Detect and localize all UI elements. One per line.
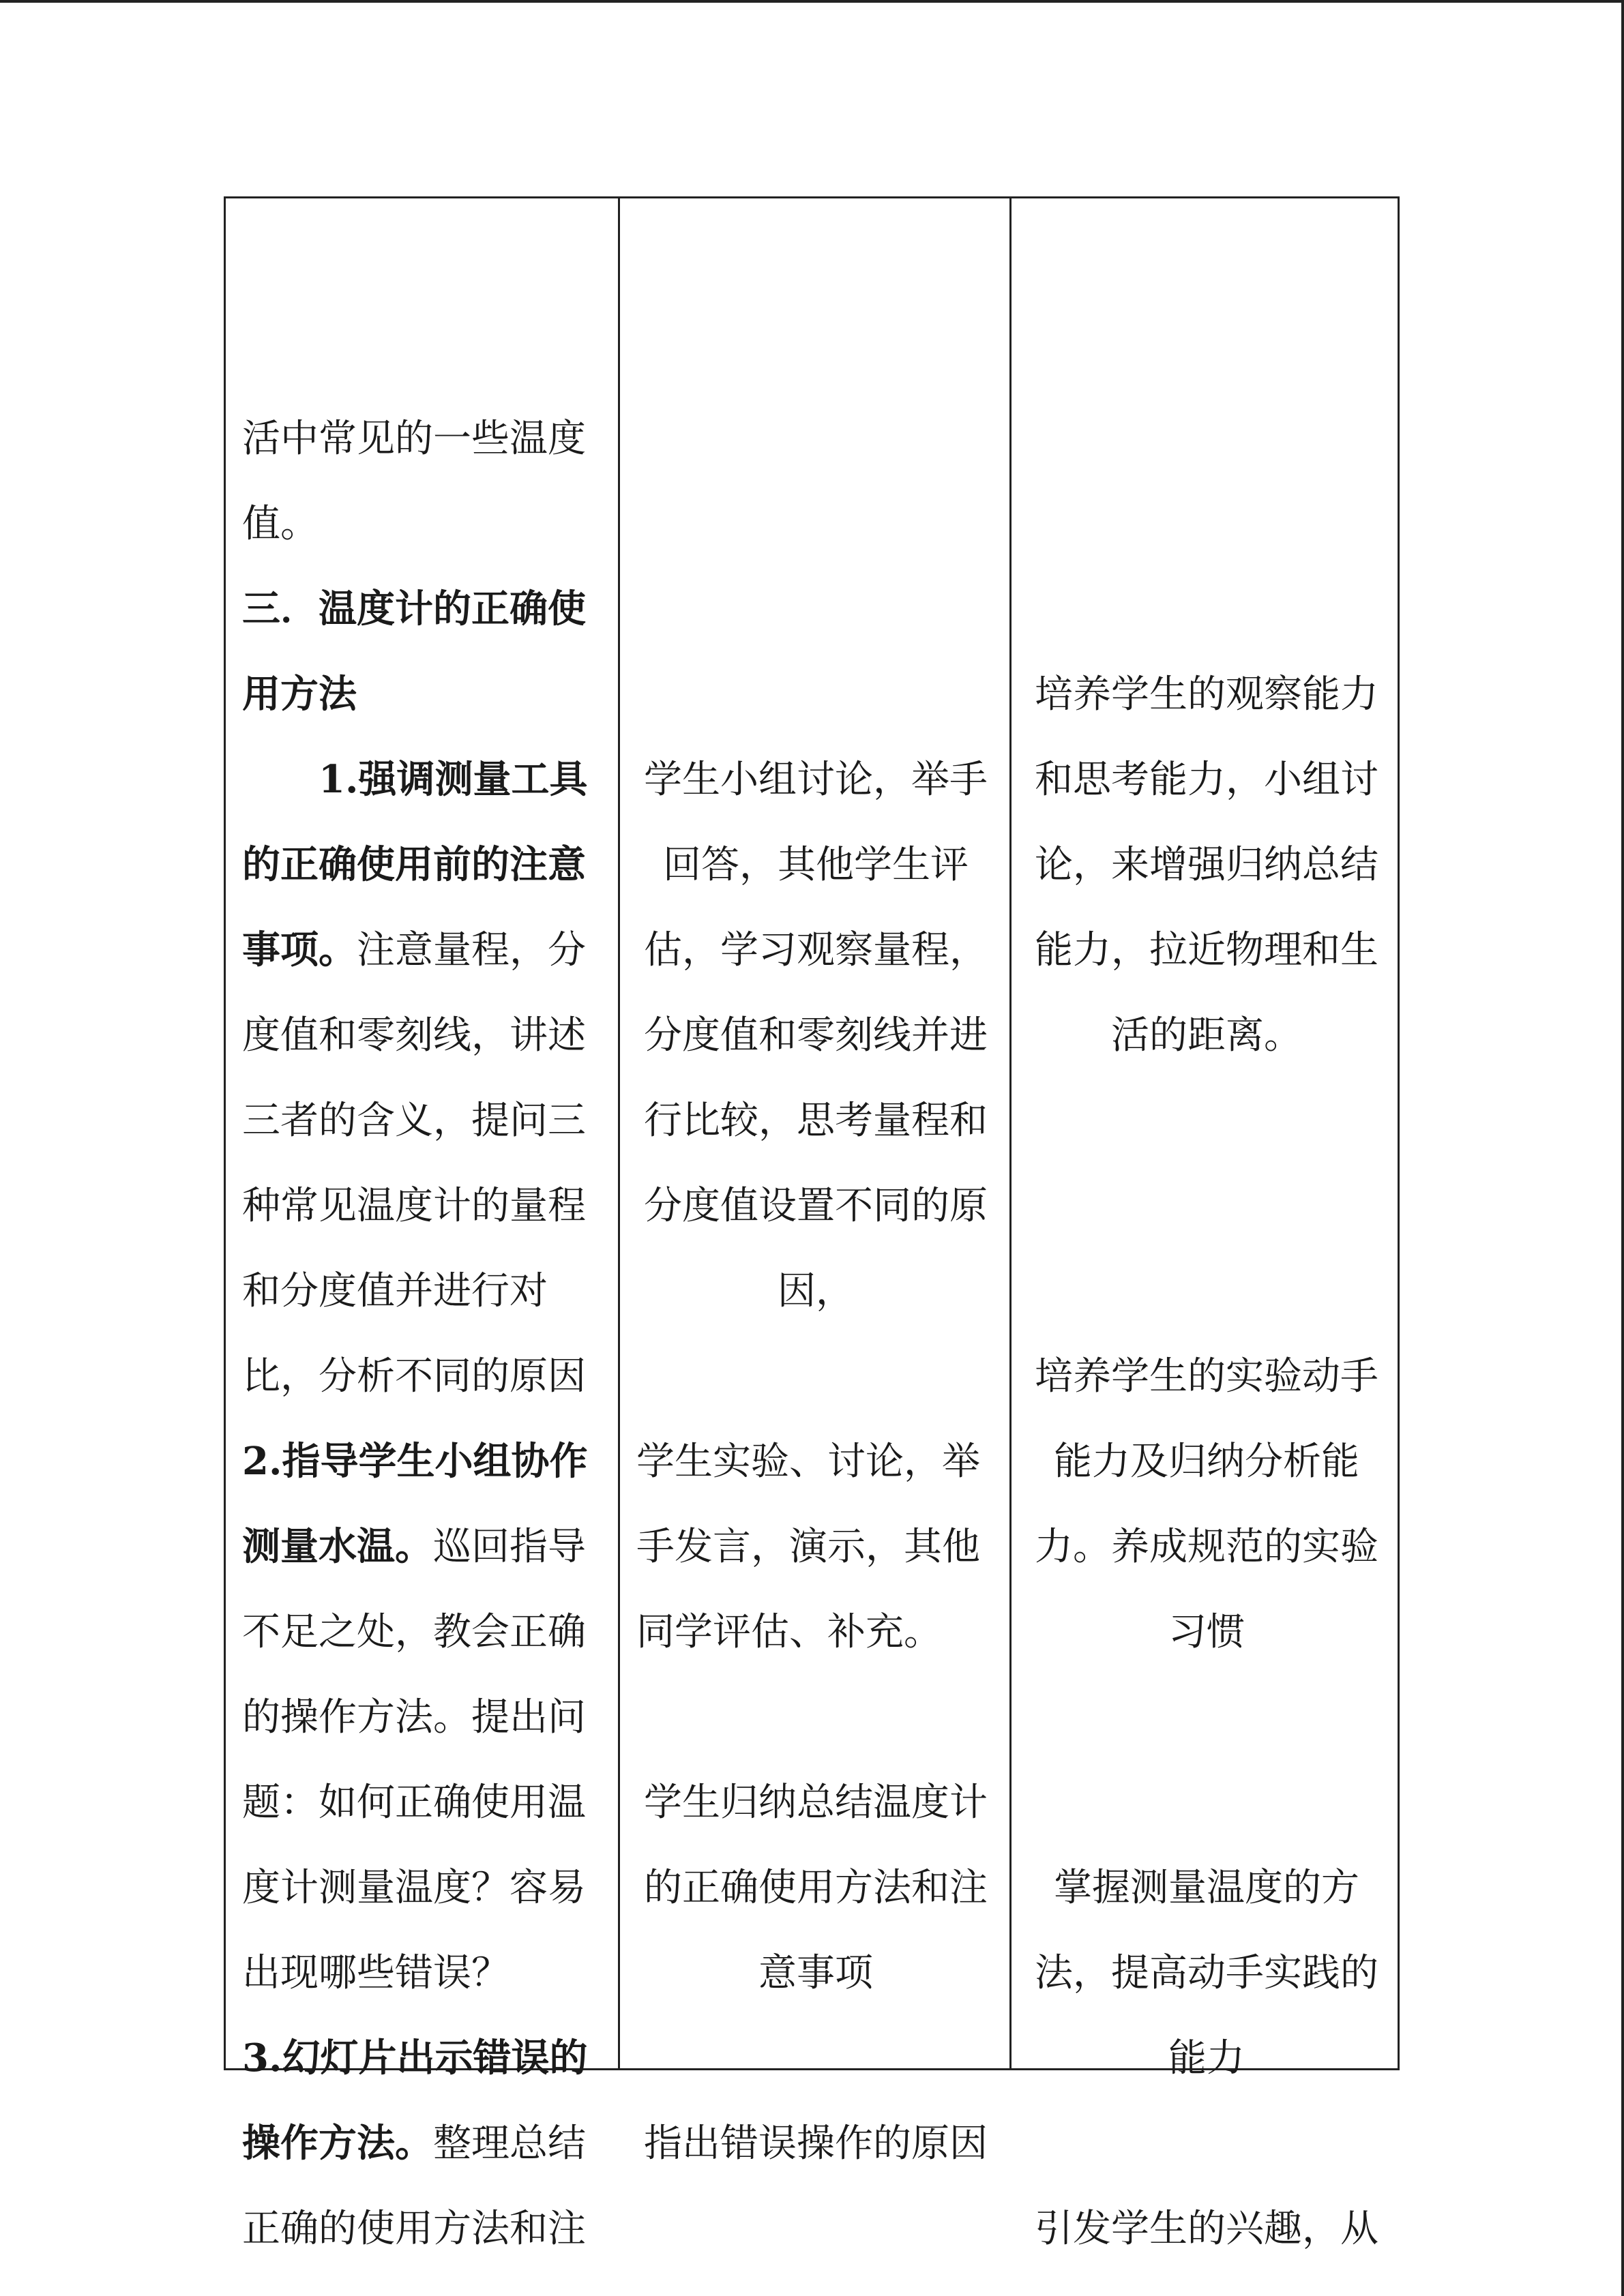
page-border-right — [1621, 0, 1624, 2296]
text-line: 估，学习观察量程， — [644, 928, 988, 972]
text-line: 掌握测量温度的方 — [1054, 1866, 1359, 1910]
text-line: 活的距离。 — [1111, 1013, 1302, 1058]
text-line: 三者的含义，提问三 — [242, 1099, 586, 1143]
text-line: 培养学生的观察能力 — [1035, 672, 1378, 717]
teacher-activity-column — [226, 198, 618, 2251]
text-line: 引发学生的兴趣，从 — [1035, 2207, 1378, 2251]
design-intent-column — [1009, 198, 1402, 2251]
text-line: 意事项 — [758, 1951, 873, 1995]
text-line: 的正确使用方法和注 — [644, 1866, 988, 1910]
student-activity-column — [618, 198, 1012, 2166]
text-line: 不足之处，教会正确 — [242, 1610, 586, 1654]
text-line: 分度值设置不同的原 — [644, 1184, 988, 1228]
text-line: 度值和零刻线，讲述 — [242, 1013, 586, 1058]
step-heading: 3.幻灯片出示错误的 — [242, 2036, 588, 2081]
step-heading: 1.强调测量工具 — [319, 757, 588, 802]
text-line: 能力及归纳分析能 — [1054, 1440, 1359, 1484]
text-line: 论，来增强归纳总结 — [1035, 843, 1378, 887]
text-line: 能力 — [1168, 2036, 1245, 2081]
text-line: 回答，其他学生评 — [663, 843, 969, 887]
text-line: 指出错误操作的原因 — [644, 2121, 988, 2166]
text-line: 种常见温度计的量程 — [242, 1184, 586, 1228]
page-border-top — [0, 0, 1624, 3]
text-line: 习惯 — [1168, 1610, 1245, 1654]
text-line: 分度值和零刻线并进 — [644, 1013, 988, 1058]
text-line: 学生实验、讨论，举 — [636, 1440, 980, 1484]
text-line: 学生归纳总结温度计 — [644, 1780, 988, 1825]
text-line: 测量水温。巡回指导 — [242, 1524, 586, 1569]
text-line: 正确的使用方法和注 — [242, 2207, 586, 2251]
text-line: 行比较，思考量程和 — [644, 1099, 988, 1143]
text-line: 值。 — [242, 502, 319, 546]
lesson-plan-table — [224, 196, 1400, 2251]
text-line: 培养学生的实验动手 — [1035, 1354, 1378, 1399]
text-line: 操作方法。整理总结 — [242, 2121, 586, 2166]
text-line: 题：如何正确使用温 — [242, 1780, 586, 1825]
section-heading: 用方法 — [242, 672, 357, 717]
step-heading: 2.指导学生小组协作 — [242, 1439, 588, 1484]
text-line: 和思考能力，小组讨 — [1035, 758, 1378, 802]
text-line: 因， — [778, 1269, 854, 1313]
step-heading: 的正确使用前的注意 — [242, 842, 586, 887]
text-line: 比，分析不同的原因 — [242, 1354, 586, 1399]
text-line: 活中常见的一些温度 — [242, 417, 586, 461]
text-line: 度计测量温度？容易 — [242, 1866, 586, 1910]
text-line: 出现哪些错误？ — [242, 1951, 510, 1995]
text-line: 法，提高动手实践的 — [1035, 1951, 1378, 1995]
text-line: 能力，拉近物理和生 — [1035, 928, 1378, 972]
text-line: 力。养成规范的实验 — [1035, 1525, 1378, 1569]
text-line: 手发言，演示，其他 — [636, 1525, 980, 1569]
text-line: 和分度值并进行对 — [242, 1269, 548, 1313]
text-line: 事项。注意量程，分 — [242, 927, 586, 972]
section-heading: 三．温度计的正确使 — [242, 586, 586, 631]
text-line: 的操作方法。提出问 — [242, 1695, 586, 1740]
text-line: 同学评估、补充。 — [636, 1610, 942, 1654]
text-line: 学生小组讨论，举手 — [644, 758, 988, 802]
